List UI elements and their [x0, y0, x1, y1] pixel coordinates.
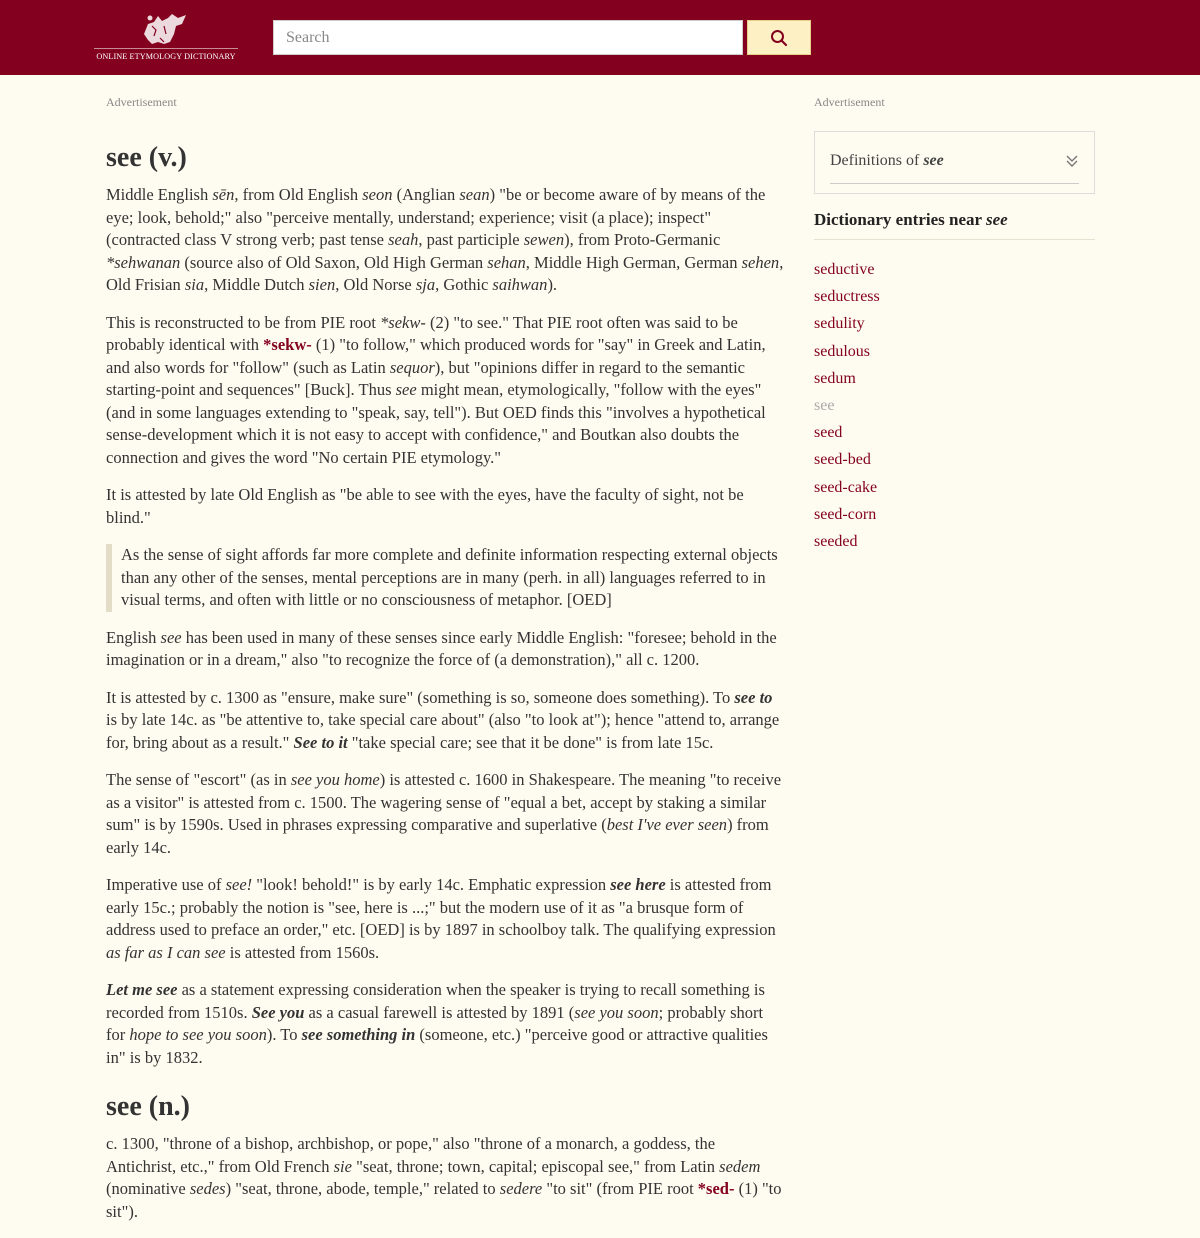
nearby-entry-seductress[interactable]: seductress [814, 288, 880, 306]
entry-paragraph: Middle English sēn, from Old English seon (Anglian sean) "be or become aware of by means of the eye; look, behold;" also "perceive mentally, understand; experience; visit (a place); inspect" (contracted class V strong verb; past tense seah, past participle sewen), from Proto-Germanic *sehwanan (source also of Old Saxon, Old High German sehan, Middle High German, German sehen, Old Frisian sia, Middle Dutch sien, Old Norse sja, Gothic saihwan). [106, 185, 784, 294]
nearby-entry-see: see [814, 396, 835, 414]
nearby-entry-sedulous[interactable]: sedulous [814, 342, 870, 360]
entry-paragraph: This is reconstructed to be from PIE root *sekw- (2) "to see." That PIE root often was said to be probably identical with *sekw- (1) "to follow," which produced words for "say" in Greek and Latin, and also words for "follow" (such as Latin sequor), but "opinions differ in regard to the semantic starting-point and sequences" [Buck]. Thus see might mean, etymologically, "follow with the eyes" (and in some languages extending to "speak, say, tell"). But OED finds this "involves a hypothetical sense-development which it is not easy to accept with confidence," and Boutkan also doubts the connection and gives the word "No certain PIE etymology." [106, 312, 766, 467]
definitions-underline [830, 183, 1079, 184]
nearby-entry-seductive[interactable]: seductive [814, 261, 875, 278]
definitions-dropdown[interactable] [814, 131, 1095, 194]
entry-paragraph: c. 1300, "throne of a bishop, archbishop, or pope," also "throne of a monarch, a goddess, the Antichrist, etc.," from Old French sie "seat, throne; town, capital; episcopal see," from Latin sedem (nominative sedes) "seat, throne, abode, temple," related to sedere "to sit" (from PIE root *sed- (1) "to sit"). [106, 1134, 782, 1221]
nearby-entry-seed[interactable]: seed [814, 424, 843, 442]
cross-reference-link[interactable]: *sed- [697, 1179, 735, 1198]
entry-paragraph: The sense of "escort" (as in see you home) is attested c. 1600 in Shakespeare. The meaning "to receive as a visitor" is attested from c. 1500. The wagering sense of "equal a bet, accept by staking a similar sum" is by 1590s. Used in phrases expressing comparative and superlative (best I've ever seen) from early 14c. [106, 770, 782, 857]
blockquote: As the sense of sight affords far more complete and definite information respecting external objects than any other of the senses, mental perceptions are in many (perh. in all) languages referred to in visual terms, and often with little or no consciousness of metaphor. [OED] [106, 544, 786, 612]
site-logo[interactable] [94, 12, 238, 64]
site-header [0, 0, 1200, 75]
nearby-entries-list [814, 256, 1095, 555]
definitions-word: see [923, 152, 944, 169]
definitions-label: Definitions of see [830, 152, 944, 169]
entry-paragraph: It is attested by c. 1300 as "ensure, make sure" (something is so, someone does something). To see to is by late 14c. as "be attentive to, take special care about" (also "to look at"); hence "attend to, arrange for, bring about as a result." See to it "take special care; see that it be done" is from late 15c. [106, 687, 780, 752]
double-chevron-down-icon [1066, 154, 1078, 168]
sidebar [814, 131, 1095, 555]
logo-text: ONLINE ETYMOLOGY DICTIONARY [96, 52, 236, 61]
entry-paragraph: It is attested by late Old English as "be able to see with the eyes, have the faculty of sight, not be blind." [106, 485, 744, 527]
search-button[interactable] [747, 20, 811, 55]
nearby-entry-seed-corn[interactable]: seed-corn [814, 505, 877, 523]
nearby-entry-seeded[interactable]: seeded [814, 532, 858, 550]
entries-column [106, 140, 786, 1238]
entry-paragraph: Imperative use of see! "look! behold!" is by early 14c. Emphatic expression see here is attested from early 15c.; probably the notion is "see, here is ...;" but the modern use of it as "a brusque form of address used to preface an order," etc. [OED] is by 1897 in schoolboy talk. The qualifying expression as far as I can see is attested from 1560s. [106, 875, 776, 962]
entry-paragraph: Let me see as a statement expressing consideration when the speaker is trying to recall something is recorded from 1510s. See you as a casual farewell is attested by 1891 (see you soon; probably short for hope to see you soon). To see something in (someone, etc.) "perceive good or attractive qualities in" is by 1832. [106, 980, 768, 1067]
search-input[interactable] [273, 20, 743, 55]
nearby-entries-word: see [986, 210, 1008, 229]
logo-rule [94, 48, 238, 49]
search-icon [770, 29, 788, 47]
entry-title: see (n.) [106, 1091, 190, 1122]
nearby-entry-sedulity[interactable]: sedulity [814, 315, 865, 333]
entry-paragraph: English see has been used in many of these senses since early Middle English: "foresee; behold in the imagination or in a dream," also "to recognize the force of (a demonstration)," all c. 1200. [106, 627, 777, 669]
advertisement-label-left: Advertisement [106, 95, 177, 109]
entry-title: see (v.) [106, 142, 187, 173]
nearby-entries-title: Dictionary entries near see [814, 210, 1095, 240]
advertisement-label-right: Advertisement [814, 95, 885, 109]
winged-lion-logo-icon [134, 12, 194, 48]
nearby-entry-sedum[interactable]: sedum [814, 369, 856, 387]
cross-reference-link[interactable]: *sekw- [263, 335, 312, 354]
nearby-entry-seed-bed[interactable]: seed-bed [814, 451, 871, 469]
nearby-entry-seed-cake[interactable]: seed-cake [814, 478, 878, 496]
